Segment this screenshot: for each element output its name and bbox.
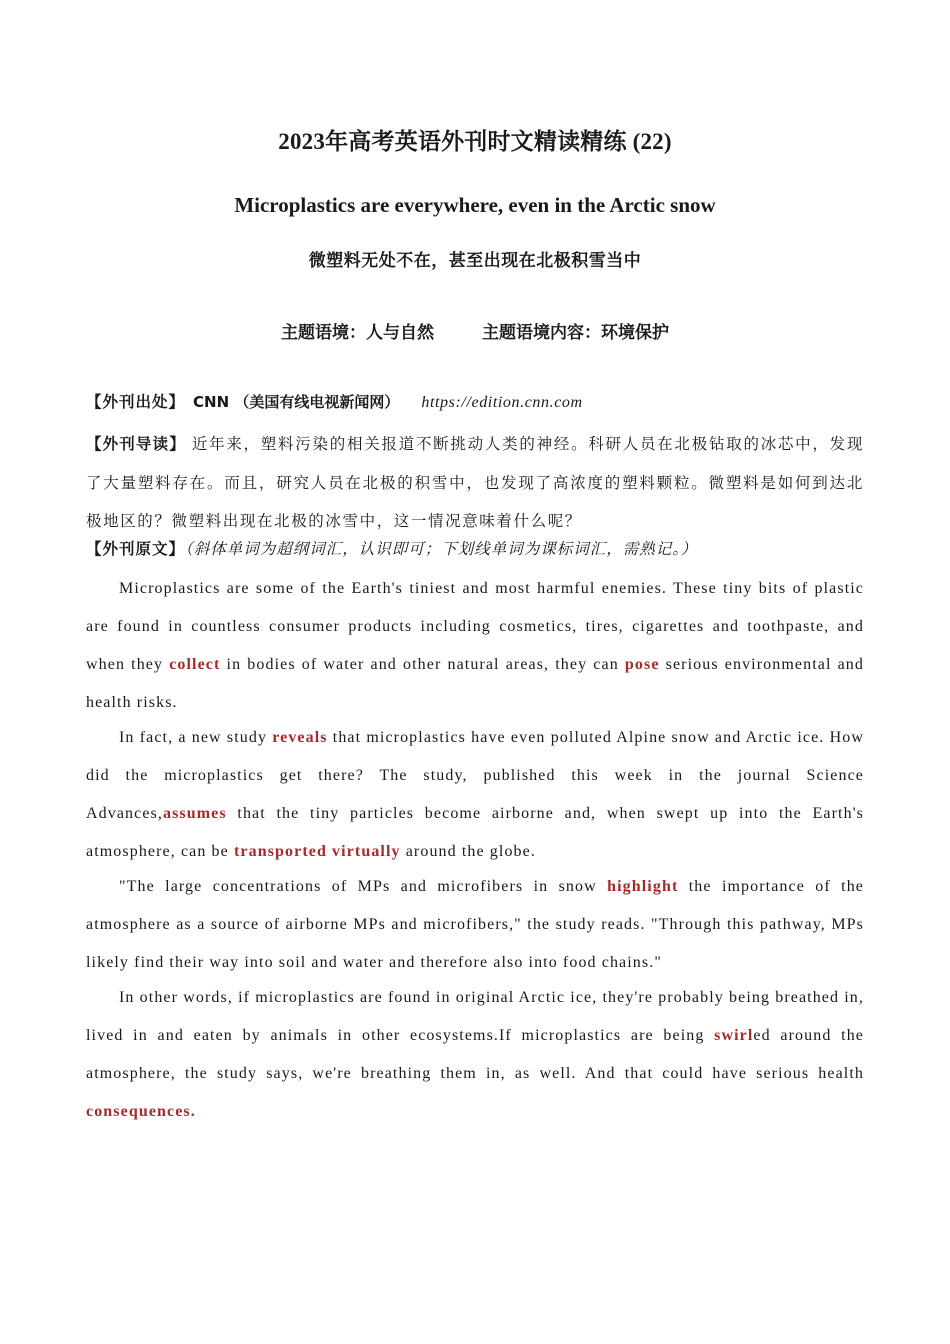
keyword: swirl [714,1027,754,1044]
keyword: highlight [607,878,679,895]
original-note: （斜体单词为超纲词汇，认识即可；下划线单词为课标词汇，需熟记。） [185,541,698,558]
article-paragraph [86,570,864,722]
keyword: reveals [272,729,328,746]
original-label: 【外刊原文】 [86,540,186,558]
english-title: Microplastics are everywhere, even in the Arctic snow [234,193,716,217]
keyword: assumes [163,805,227,822]
keyword: pose [624,656,660,673]
paragraph-text: that microplastics have even polluted Alpine snow and Arctic ice. How did the microplastics get there? The study, published this week in the journal Science Advances, [86,729,864,822]
main-title: 2023年高考英语外刊时文精读精练 (22) [278,129,672,154]
article-body [86,570,864,1128]
keyword: collect [169,656,221,673]
keyword: transported virtually [233,843,401,860]
paragraph-text: ed around the atmosphere, the study says, we're breathing them in, as well. And that could have serious health [86,1027,864,1082]
paragraph-text: "The large concentrations of MPs and microfibers in snow [119,878,608,895]
article-paragraph [86,719,864,871]
paragraph-text: In fact, a new study [119,729,273,746]
source-line [86,390,864,415]
theme-context: 主题语境：人与自然 [281,323,434,343]
paragraph-text: serious environmental and health risks. [86,656,864,711]
guide-label: 【外刊导读】 [86,435,186,453]
paragraph-text: In other words, if microplastics are found in original Arctic ice, they're probably being breathed in, lived in and eaten by animals in other ecosystems.If microplastics are being [86,989,864,1044]
paragraph-text: in bodies of water and other natural areas, they can [220,656,625,673]
theme-line [0,318,950,343]
source-publisher: CNN （美国有线电视新闻网） [193,393,400,411]
original-header [86,537,864,562]
paragraph-text: that the tiny particles become airborne and, when swept up into the Earth's atmosphere, can be [86,805,864,860]
chinese-title: 微塑料无处不在，甚至出现在北极积雪当中 [308,251,642,271]
paragraph-text: around the globe. [400,843,536,860]
article-paragraph [86,979,864,1131]
paragraph-text: the importance of the atmosphere as a source of airborne MPs and microfibers," the study reads. "Through this pathway, MPs likely find their way into soil and water and therefore also into food chains." [86,878,864,971]
keyword: consequences. [86,1103,196,1120]
source-url[interactable]: https://edition.cnn.com [421,394,583,411]
article-paragraph [86,868,864,982]
guide-text: 近年来，塑料污染的相关报道不断挑动人类的神经。科研人员在北极钻取的冰芯中，发现了大量塑料存在。而且，研究人员在北极的积雪中，也发现了高浓度的塑料颗粒。微塑料是如何到达北极地区的？微塑料出现在北极的冰雪中，这一情况意味着什么呢？ [86,436,864,530]
source-label: 【外刊出处】 [86,393,186,411]
theme-content: 主题语境内容：环境保护 [482,323,669,343]
paragraph-text: Microplastics are some of the Earth's tiniest and most harmful enemies. These tiny bits of plastic are found in countless consumer products including cosmetics, tires, cigarettes and toothpaste, and when they [86,580,864,673]
guide-section [86,425,864,542]
